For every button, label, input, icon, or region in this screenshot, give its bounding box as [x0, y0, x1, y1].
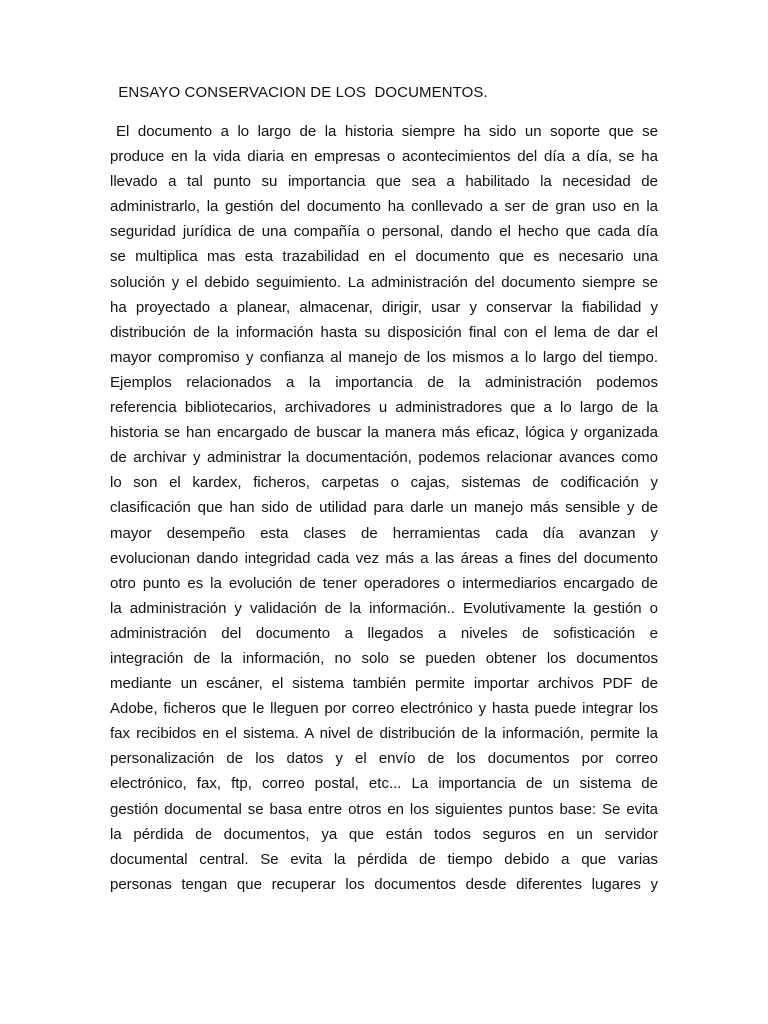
- body-line: electrónico, fax, ftp, correo postal, etc... La importancia de un sistema de: [110, 775, 658, 793]
- body-line: de archivar y administrar la documentación, podemos relacionar avances como: [110, 449, 658, 467]
- body-line: fax recibidos en el sistema. A nivel de distribución de la información, permite la: [110, 725, 658, 743]
- body-line: otro punto es la evolución de tener operadores o intermediarios encargado de: [110, 574, 658, 592]
- body-line: seguridad jurídica de una compañía o personal, dando el hecho que cada día: [110, 223, 658, 241]
- body-line: llevado a tal punto su importancia que sea a habilitado la necesidad de: [110, 173, 658, 191]
- body-line: historia se han encargado de buscar la manera más eficaz, lógica y organizada: [110, 424, 658, 442]
- body-line: administración del documento a llegados a niveles de sofisticación e: [110, 624, 658, 642]
- body-line: evolucionan dando integridad cada vez más a las áreas a fines del documento: [110, 549, 658, 567]
- body-line: personalización de los datos y el envío de los documentos por correo: [110, 750, 658, 768]
- body-line: Ejemplos relacionados a la importancia de la administración podemos: [110, 373, 658, 391]
- body-line: la pérdida de documentos, ya que están todos seguros en un servidor: [110, 825, 658, 843]
- body-line: documental central. Se evita la pérdida de tiempo debido a que varias: [110, 850, 658, 868]
- body-line: referencia bibliotecarios, archivadores u administradores que a lo largo de la: [110, 399, 658, 417]
- body-line: administrarlo, la gestión del documento ha conllevado a ser de gran uso en la: [110, 198, 658, 216]
- body-line: Adobe, ficheros que le lleguen por correo electrónico y hasta puede integrar los: [110, 700, 658, 718]
- document-body: [110, 119, 658, 897]
- body-line: distribución de la información hasta su disposición final con el lema de dar el: [110, 323, 658, 341]
- body-line: lo son el kardex, ficheros, carpetas o cajas, sistemas de codificación y: [110, 474, 658, 492]
- body-line: gestión documental se basa entre otros en los siguientes puntos base: Se evita: [110, 800, 658, 818]
- body-line: se multiplica mas esta trazabilidad en el documento que es necesario una: [110, 248, 658, 266]
- body-line: mayor desempeño esta clases de herramientas cada día avanzan y: [110, 524, 658, 542]
- body-line: solución y el debido seguimiento. La administración del documento siempre se: [110, 273, 658, 291]
- document-title: ENSAYO CONSERVACION DE LOS DOCUMENTOS.: [114, 84, 488, 101]
- body-line: El documento a lo largo de la historia siempre ha sido un soporte que se: [116, 123, 658, 140]
- body-line: ha proyectado a planear, almacenar, dirigir, usar y conservar la fiabilidad y: [110, 298, 658, 316]
- body-line: integración de la información, no solo se pueden obtener los documentos: [110, 649, 658, 667]
- body-line: clasificación que han sido de utilidad para darle un manejo más sensible y de: [110, 499, 658, 517]
- body-line: mediante un escáner, el sistema también permite importar archivos PDF de: [110, 675, 658, 693]
- body-line: la administración y validación de la información.. Evolutivamente la gestión o: [110, 599, 658, 617]
- body-line: produce en la vida diaria en empresas o acontecimientos del día a día, se ha: [110, 148, 658, 166]
- body-line: mayor compromiso y confianza al manejo de los mismos a lo largo del tiempo.: [110, 348, 658, 366]
- body-line: personas tengan que recuperar los documentos desde diferentes lugares y: [110, 875, 658, 893]
